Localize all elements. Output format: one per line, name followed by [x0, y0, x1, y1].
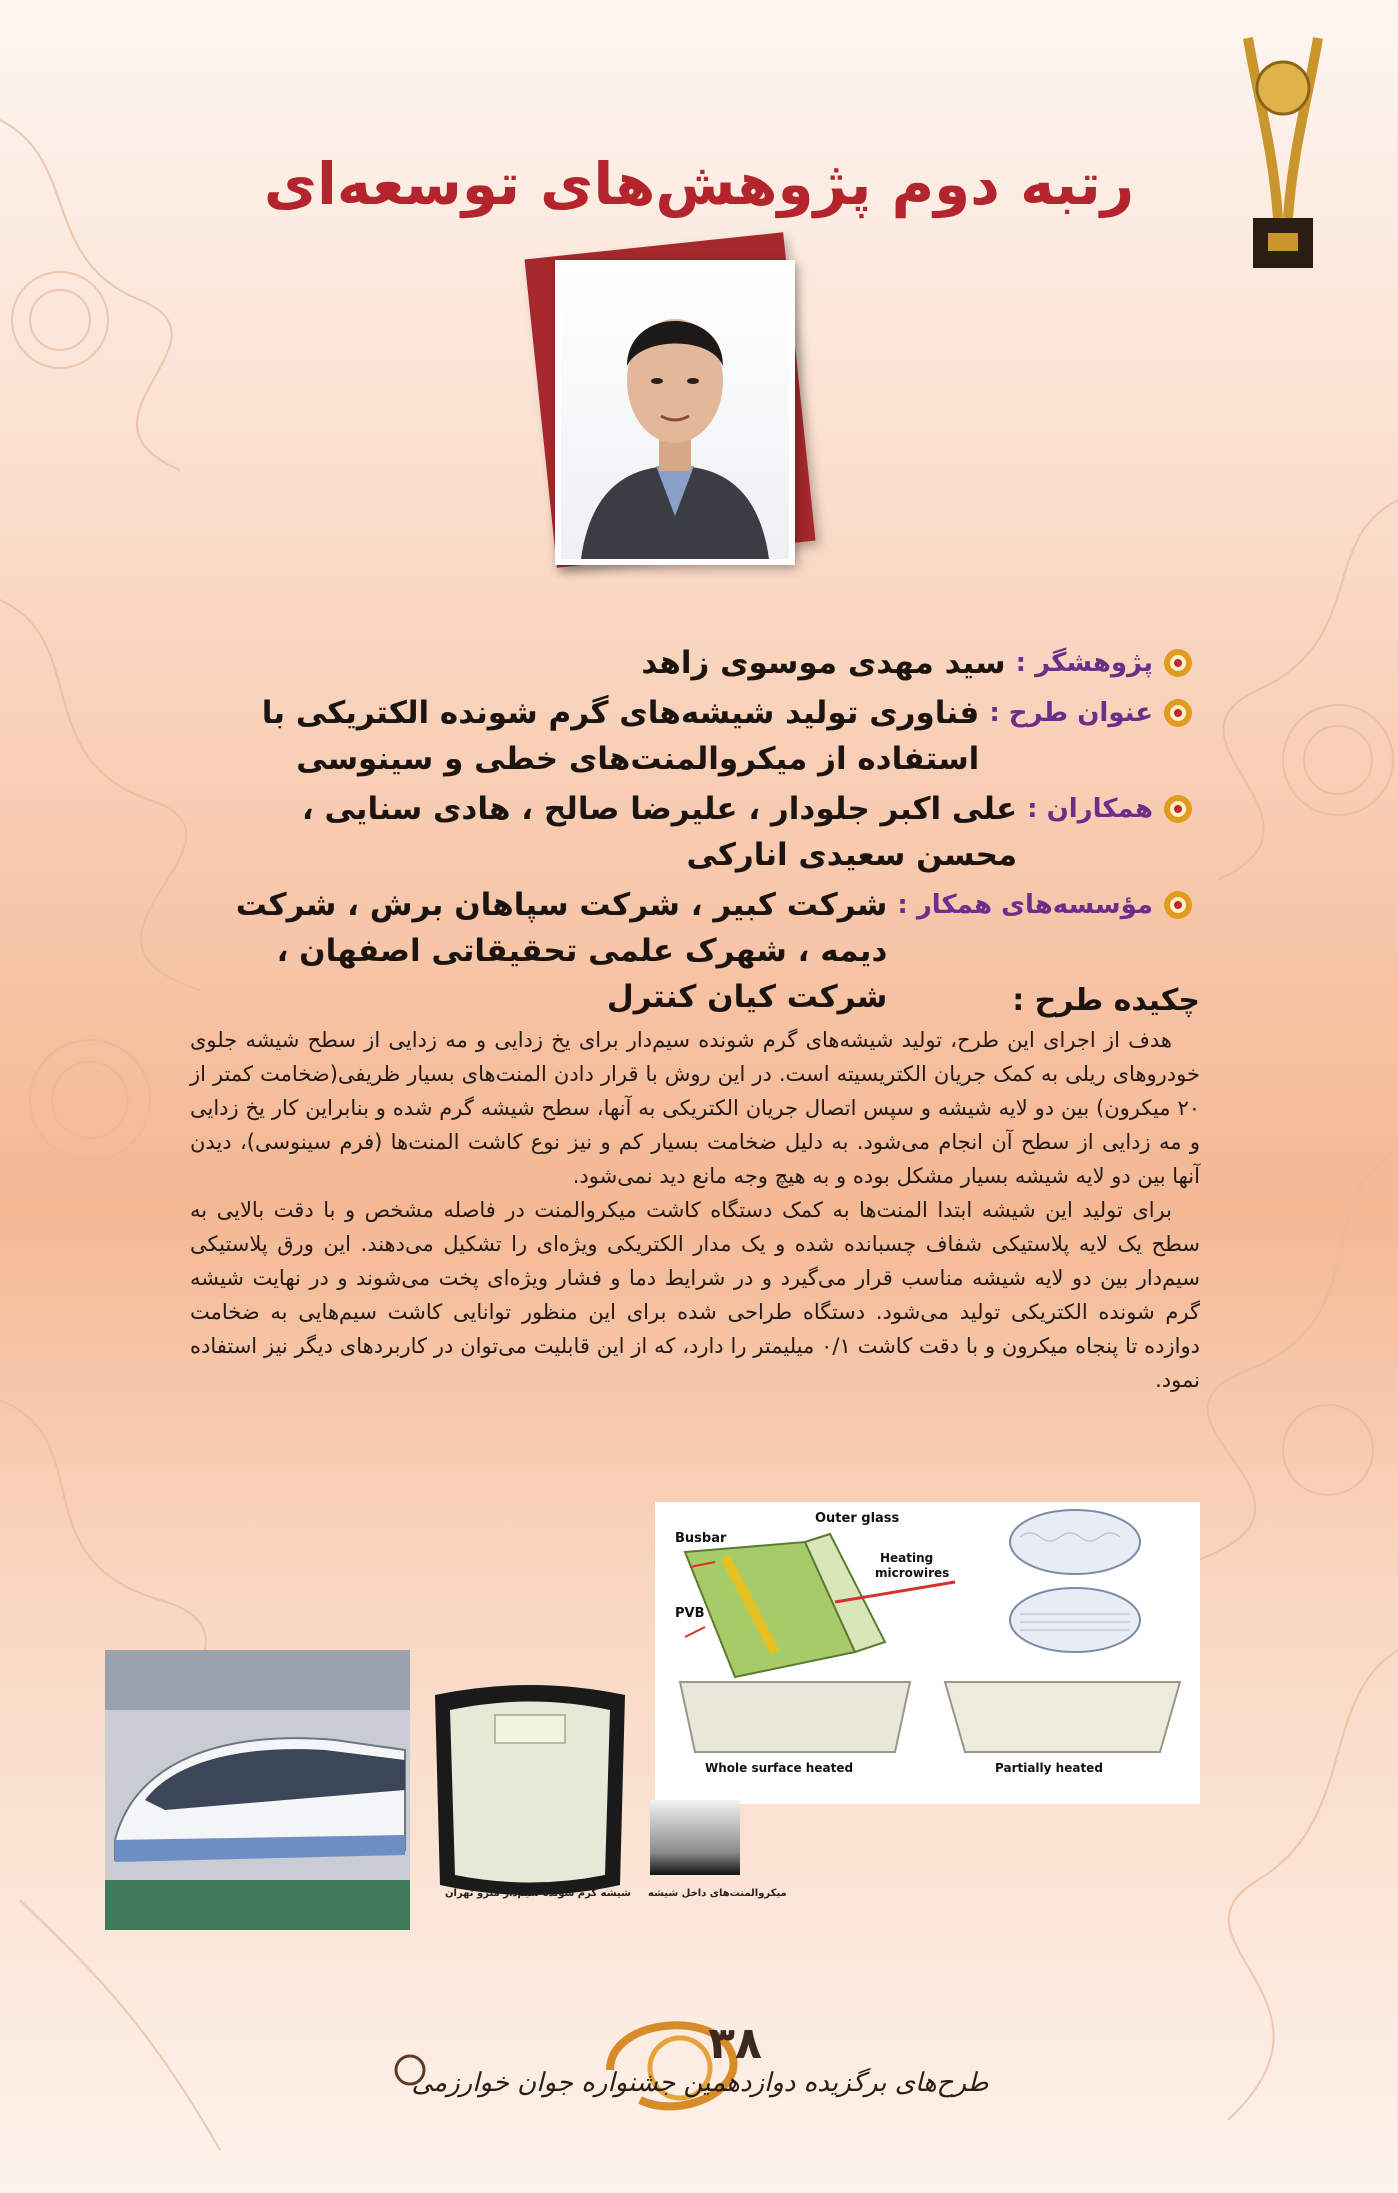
microelement-swatch [650, 1800, 740, 1875]
collaborators-label: همکاران : [1027, 794, 1153, 824]
collaborators-row [193, 786, 1193, 878]
researcher-photo [561, 266, 789, 559]
label-heating: Heating [880, 1551, 934, 1565]
trophy-icon [1228, 18, 1338, 278]
label-partial-heated: Partially heated [995, 1761, 1103, 1775]
project-info [193, 640, 1193, 1020]
label-pvb: PVB [675, 1606, 705, 1621]
flower-bullet-icon [1163, 698, 1193, 728]
researcher-row [193, 640, 1193, 686]
flower-bullet-icon [1163, 794, 1193, 824]
festival-name: طرح‌های برگزیده دوازدهمین جشنواره جوان خوارزمی [411, 2068, 989, 2098]
windshield-caption: شیشه گرم شونده سیم‌دار مترو تهران [445, 1888, 631, 1899]
label-busbar: Busbar [675, 1531, 727, 1546]
collaborators-names: علی اکبر جلودار ، علیرضا صالح ، هادی سنایی ، محسن سعیدی انارکی [301, 791, 1018, 873]
flower-bullet-icon [1163, 648, 1193, 678]
train-photo [105, 1650, 410, 1930]
researcher-photo-frame [555, 260, 795, 565]
abstract-body [190, 1023, 1200, 1397]
institutions-names: شرکت کبیر ، شرکت سپاهان برش ، شرکت دیمه ، شهرک علمی تحقیقاتی اصفهان ، شرکت کیان کنترل [235, 887, 888, 1015]
page-title: رتبه دوم پژوهش‌های توسعه‌ای [263, 150, 1135, 218]
abstract-paragraph: برای تولید این شیشه ابتدا المنت‌ها به کمک دستگاه کاشت میکروالمنت در فاصله مشخص و با دقت بالایی به سطح یک لایه پلاستیکی شفاف چسبانده شده و یک مدار الکتریکی ویژه‌ای را تشکیل می‌دهند. این ورق پلاستیکی سیم‌دار بین دو لایه شیشه مناسب قرار می‌گیرد و در شرایط دما و فشار ویژه‌ای پخت می‌شوند و در نهایت شیشه گرم شونده الکتریکی تولید می‌شود. دستگاه طراحی شده برای این منظور توانایی کاشت سیم‌هایی به ضخامت دوازده تا پنجاه میکرون و با دقت کاشت ۰/۱ میلیمتر را دارد، که از این قابلیت می‌توان در کاربردهای دیگر نیز استفاده نمود. [190, 1198, 1200, 1392]
institutions-label: مؤسسه‌های همکار : [897, 890, 1153, 920]
swatch-caption: میکروالمنت‌های داخل شیشه [648, 1888, 787, 1899]
flower-bullet-icon [1163, 890, 1193, 920]
abstract-heading: چکیده طرح : [1012, 983, 1200, 1018]
project-title: فناوری تولید شیشه‌های گرم شونده الکتریکی با استفاده از میکروالمنت‌های خطی و سینوسی [261, 695, 980, 777]
researcher-label: پژوهشگر : [1015, 648, 1153, 678]
label-outer-glass: Outer glass [815, 1511, 900, 1526]
heated-glass-diagram [655, 1502, 1200, 1804]
label-whole-heated: Whole surface heated [705, 1761, 854, 1775]
abstract-paragraph: هدف از اجرای این طرح، تولید شیشه‌های گرم شونده سیم‌دار برای یخ زدایی و مه زدایی از سطح شیشه جلوی خودروهای ریلی به کمک جریان الکتریسیته است. در این روش با قرار دادن المنت‌های بسیار ظریفی(ضخامت کمتر از ۲۰ میکرون) بین دو لایه شیشه و سپس اتصال جریان الکتریکی به آنها، سطح شیشه گرم شده و بنابراین کار یخ زدایی و مه زدایی از سطح آن انجام می‌شود. به دلیل ضخامت بسیار کم و نیز نوع کاشت المنت‌ها (فرم سینوسی)، دیدن آنها بین دو لایه شیشه بسیار مشکل بوده و به هیچ وجه مانع دید نمی‌شود. [190, 1028, 1200, 1188]
windshield-photo [425, 1675, 635, 1920]
label-microwires: microwires [875, 1566, 950, 1580]
researcher-name: سید مهدی موسوی زاهد [641, 645, 1006, 681]
project-label: عنوان طرح : [989, 698, 1153, 728]
page-number: ۳۸ [708, 2018, 762, 2069]
project-row [193, 690, 1193, 782]
